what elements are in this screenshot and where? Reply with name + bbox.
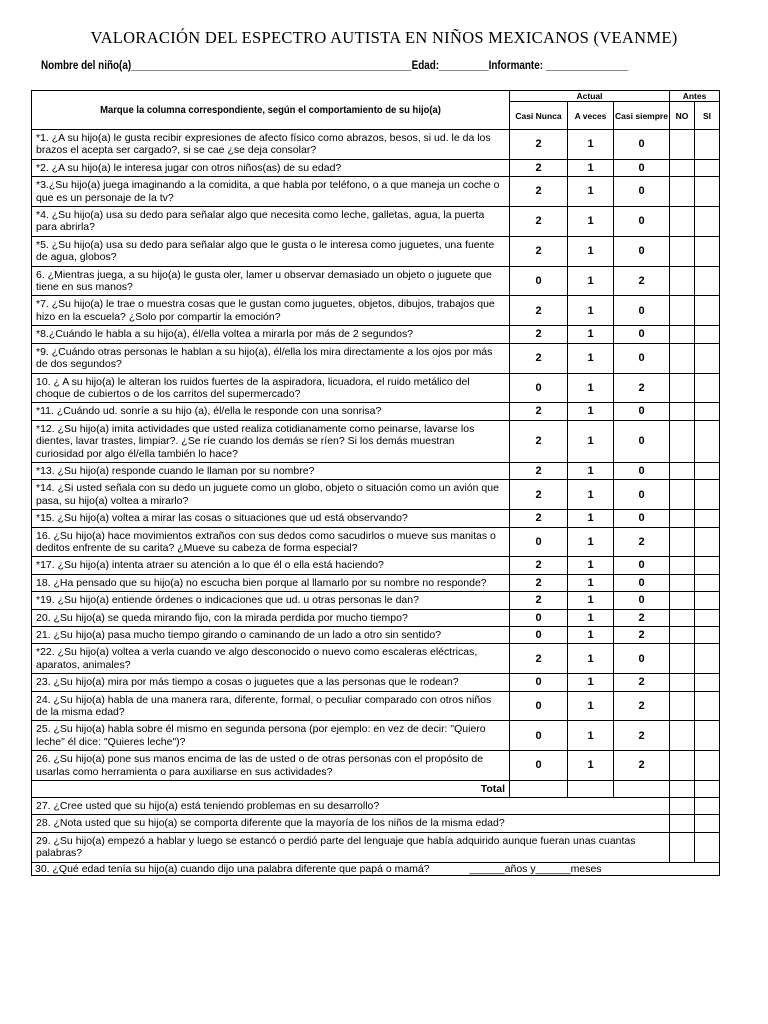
score-casi-nunca[interactable]: 2 <box>510 510 568 527</box>
col-si: SI <box>695 102 720 130</box>
answer-si-cell[interactable] <box>695 462 720 479</box>
question-text: *9. ¿Cuándo otras personas le hablan a su hijo(a), él/ella los mira directamente a los ojos por más de dos segundos? <box>32 343 510 373</box>
total-a-veces[interactable] <box>568 781 614 798</box>
score-a-veces[interactable]: 1 <box>568 296 614 326</box>
question-text: *2. ¿A su hijo(a) le interesa jugar con otros niños(as) de su edad? <box>32 159 510 176</box>
score-a-veces[interactable]: 1 <box>568 130 614 160</box>
score-casi-siempre[interactable]: 2 <box>614 627 670 644</box>
score-casi-nunca[interactable]: 0 <box>510 691 568 721</box>
answer-si-cell[interactable] <box>695 343 720 373</box>
score-casi-siempre[interactable]: 0 <box>614 403 670 420</box>
answer-no-cell[interactable] <box>670 326 695 343</box>
score-casi-nunca[interactable]: 2 <box>510 403 568 420</box>
answer-si-cell[interactable] <box>695 510 720 527</box>
question-row <box>32 326 720 343</box>
extra-question-row <box>32 832 720 862</box>
score-casi-siempre[interactable]: 2 <box>614 721 670 751</box>
question-text: 6. ¿Mientras juega, a su hijo(a) le gusta oler, lamer u observar demasiado un objeto o juguete que tiene en sus manos? <box>32 266 510 296</box>
score-casi-nunca[interactable]: 2 <box>510 462 568 479</box>
question-30-cell <box>32 862 720 875</box>
answer-no-cell[interactable] <box>670 832 695 862</box>
answer-no-cell[interactable] <box>670 510 695 527</box>
question-row <box>32 751 720 781</box>
question-text: 25. ¿Su hijo(a) habla sobre él mismo en segunda persona (por ejemplo: en vez de decir: "Quiero leche" él dice: "Quieres leche")? <box>32 721 510 751</box>
question-text: 24. ¿Su hijo(a) habla de una manera rara, diferente, formal, o peculiar comparado con otros niños de la misma edad? <box>32 691 510 721</box>
instruction-cell <box>32 91 510 130</box>
answer-no-cell[interactable] <box>670 592 695 609</box>
question-text: 23. ¿Su hijo(a) mira por más tiempo a cosas o juguetes que a las personas que le rodean? <box>32 674 510 691</box>
score-a-veces[interactable]: 1 <box>568 751 614 781</box>
answer-si-cell[interactable] <box>695 159 720 176</box>
age-answer-field[interactable]: ______años y______meses <box>469 862 602 875</box>
answer-si-cell[interactable] <box>695 691 720 721</box>
answer-no-cell[interactable] <box>670 815 695 832</box>
score-casi-nunca[interactable]: 2 <box>510 296 568 326</box>
answer-no-cell[interactable] <box>670 159 695 176</box>
question-row <box>32 403 720 420</box>
questionnaire-table <box>31 90 720 876</box>
score-a-veces[interactable]: 1 <box>568 574 614 591</box>
score-casi-nunca[interactable]: 2 <box>510 207 568 237</box>
score-casi-siempre[interactable]: 0 <box>614 510 670 527</box>
score-a-veces[interactable]: 1 <box>568 159 614 176</box>
score-a-veces[interactable]: 1 <box>568 177 614 207</box>
score-casi-siempre[interactable]: 0 <box>614 343 670 373</box>
answer-si-cell[interactable] <box>695 326 720 343</box>
question-row <box>32 510 720 527</box>
answer-si-cell[interactable] <box>695 557 720 574</box>
score-a-veces[interactable]: 1 <box>568 557 614 574</box>
score-casi-nunca[interactable]: 2 <box>510 130 568 160</box>
answer-no-cell[interactable] <box>670 420 695 462</box>
extra-question-row <box>32 798 720 815</box>
question-row <box>32 480 720 510</box>
question-row <box>32 644 720 674</box>
question-row <box>32 130 720 160</box>
score-casi-nunca[interactable]: 2 <box>510 343 568 373</box>
col-no: NO <box>670 102 695 130</box>
answer-si-cell[interactable] <box>695 207 720 237</box>
answer-si-cell[interactable] <box>695 798 720 815</box>
question-text: *11. ¿Cuándo ud. sonríe a su hijo (a), él/ella le responde con una sonrisa? <box>32 403 510 420</box>
score-casi-nunca[interactable]: 0 <box>510 751 568 781</box>
question-text: *15. ¿Su hijo(a) voltea a mirar las cosas o situaciones que ud está observando? <box>32 510 510 527</box>
question-row <box>32 462 720 479</box>
answer-no-cell[interactable] <box>670 480 695 510</box>
score-casi-nunca[interactable]: 0 <box>510 373 568 403</box>
score-a-veces[interactable]: 1 <box>568 266 614 296</box>
total-casi-siempre[interactable] <box>614 781 670 798</box>
question-text: 10. ¿ A su hijo(a) le alteran los ruidos fuertes de la aspiradora, licuadora, el ruido metálico del choque de cubiertos o de los carritos del supermercado? <box>32 373 510 403</box>
question-text: *7. ¿Su hijo(a) le trae o muestra cosas que le gustan como juguetes, objetos, dibujos, trabajos que hizo en la escuela? ¿Solo por compartir la emoción? <box>32 296 510 326</box>
question-text: *22. ¿Su hijo(a) voltea a verla cuando ve algo desconocido o nuevo como escaleras eléctricas, aparatos, animales? <box>32 644 510 674</box>
question-text: *8.¿Cuándo le habla a su hijo(a), él/ella voltea a mirarla por más de 2 segundos? <box>32 326 510 343</box>
score-casi-siempre[interactable]: 0 <box>614 480 670 510</box>
answer-si-cell[interactable] <box>695 644 720 674</box>
question-text: 18. ¿Ha pensado que su hijo(a) no escucha bien porque al llamarlo por su nombre no responde? <box>32 574 510 591</box>
answer-no-cell[interactable] <box>670 627 695 644</box>
score-a-veces[interactable]: 1 <box>568 236 614 266</box>
answer-si-cell[interactable] <box>695 266 720 296</box>
score-casi-nunca[interactable]: 0 <box>510 527 568 557</box>
answer-no-cell[interactable] <box>670 721 695 751</box>
instruction-text: Marque la columna correspondiente, según el comportamiento de su hijo(a) <box>100 103 441 116</box>
score-casi-siempre[interactable]: 0 <box>614 130 670 160</box>
extra-question-text: 27. ¿Cree usted que su hijo(a) está teniendo problemas en su desarrollo? <box>32 798 670 815</box>
score-casi-nunca[interactable]: 2 <box>510 574 568 591</box>
score-a-veces[interactable]: 1 <box>568 527 614 557</box>
answer-no-cell[interactable] <box>670 644 695 674</box>
score-casi-siempre[interactable]: 0 <box>614 592 670 609</box>
answer-si-cell[interactable] <box>695 420 720 462</box>
answer-si-cell[interactable] <box>695 574 720 591</box>
total-casi-nunca[interactable] <box>510 781 568 798</box>
score-casi-siempre[interactable]: 0 <box>614 644 670 674</box>
score-casi-nunca[interactable]: 2 <box>510 557 568 574</box>
question-row <box>32 527 720 557</box>
question-text: *14. ¿Si usted señala con su dedo un juguete como un globo, objeto o situación como un avión que pasa, su hijo(a) voltea a mirarlo? <box>32 480 510 510</box>
score-a-veces[interactable]: 1 <box>568 721 614 751</box>
question-text: *3.¿Su hijo(a) juega imaginando a la comidita, a que habla por teléfono, o a que maneja un coche o que es un personaje de la tv? <box>32 177 510 207</box>
total-row <box>32 781 720 798</box>
answer-no-cell[interactable] <box>670 798 695 815</box>
score-casi-siempre[interactable]: 0 <box>614 207 670 237</box>
score-casi-nunca[interactable]: 0 <box>510 674 568 691</box>
score-a-veces[interactable]: 1 <box>568 592 614 609</box>
score-a-veces[interactable]: 1 <box>568 420 614 462</box>
extra-question-row <box>32 815 720 832</box>
answer-no-cell[interactable] <box>670 130 695 160</box>
answer-si-cell[interactable] <box>695 480 720 510</box>
score-casi-nunca[interactable]: 2 <box>510 592 568 609</box>
answer-no-cell[interactable] <box>670 266 695 296</box>
score-casi-siempre[interactable]: 0 <box>614 296 670 326</box>
question-text: 21. ¿Su hijo(a) pasa mucho tiempo girando o caminando de un lado a otro sin sentido? <box>32 627 510 644</box>
question-row <box>32 266 720 296</box>
total-si[interactable] <box>695 781 720 798</box>
score-a-veces[interactable]: 1 <box>568 480 614 510</box>
answer-no-cell[interactable] <box>670 751 695 781</box>
score-a-veces[interactable]: 1 <box>568 373 614 403</box>
question-row <box>32 627 720 644</box>
answer-no-cell[interactable] <box>670 674 695 691</box>
score-a-veces[interactable]: 1 <box>568 609 614 626</box>
answer-si-cell[interactable] <box>695 832 720 862</box>
answer-si-cell[interactable] <box>695 296 720 326</box>
answer-si-cell[interactable] <box>695 592 720 609</box>
question-row <box>32 177 720 207</box>
question-row <box>32 574 720 591</box>
answer-si-cell[interactable] <box>695 236 720 266</box>
answer-no-cell[interactable] <box>670 403 695 420</box>
question-row <box>32 343 720 373</box>
question-row <box>32 420 720 462</box>
question-text: *1. ¿A su hijo(a) le gusta recibir expresiones de afecto físico como abrazos, besos, si ud. le da los brazos el acepta ser cargado?, si se cae ¿se deja consolar? <box>32 130 510 160</box>
question-30-text: 30. ¿Qué edad tenía su hijo(a) cuando dijo una palabra diferente que papá o mamá? <box>35 862 430 875</box>
score-casi-nunca[interactable]: 2 <box>510 480 568 510</box>
answer-si-cell[interactable] <box>695 609 720 626</box>
answer-si-cell[interactable] <box>695 527 720 557</box>
actual-header: Actual <box>510 91 670 102</box>
extra-question-text: 28. ¿Nota usted que su hijo(a) se comporta diferente que la mayoría de los niños de la misma edad? <box>32 815 670 832</box>
child-info-line[interactable]: Nombre del niño(a)___________________________________________________Edad:_________Informante: _______________ <box>41 60 629 72</box>
score-a-veces[interactable]: 1 <box>568 510 614 527</box>
score-casi-nunca[interactable]: 2 <box>510 159 568 176</box>
answer-si-cell[interactable] <box>695 130 720 160</box>
question-30-row <box>32 862 720 875</box>
score-casi-siempre[interactable]: 0 <box>614 557 670 574</box>
col-casi-nunca: Casi Nunca <box>510 102 568 130</box>
answer-si-cell[interactable] <box>695 403 720 420</box>
score-casi-siempre[interactable]: 2 <box>614 691 670 721</box>
question-text: *4. ¿Su hijo(a) usa su dedo para señalar algo que necesita como leche, galletas, agua, la puerta para abrirla? <box>32 207 510 237</box>
question-text: *13. ¿Su hijo(a) responde cuando le llaman por su nombre? <box>32 462 510 479</box>
score-casi-siempre[interactable]: 0 <box>614 574 670 591</box>
answer-no-cell[interactable] <box>670 557 695 574</box>
score-casi-siempre[interactable]: 0 <box>614 236 670 266</box>
score-casi-nunca[interactable]: 0 <box>510 609 568 626</box>
question-text: 26. ¿Su hijo(a) pone sus manos encima de las de usted o de otras personas con el propósito de usarlas como herramienta o para auxiliarse en sus actividades? <box>32 751 510 781</box>
answer-si-cell[interactable] <box>695 721 720 751</box>
question-row <box>32 373 720 403</box>
score-a-veces[interactable]: 1 <box>568 691 614 721</box>
question-text: *5. ¿Su hijo(a) usa su dedo para señalar algo que le gusta o le interesa como juguetes, una fuente de agua, globos? <box>32 236 510 266</box>
score-a-veces[interactable]: 1 <box>568 326 614 343</box>
answer-no-cell[interactable] <box>670 207 695 237</box>
score-casi-nunca[interactable]: 2 <box>510 420 568 462</box>
answer-no-cell[interactable] <box>670 236 695 266</box>
question-text: 20. ¿Su hijo(a) se queda mirando fijo, con la mirada perdida por mucho tiempo? <box>32 609 510 626</box>
score-a-veces[interactable]: 1 <box>568 627 614 644</box>
question-text: *17. ¿Su hijo(a) intenta atraer su atención a lo que él o ella está haciendo? <box>32 557 510 574</box>
antes-header: Antes <box>670 91 720 102</box>
score-casi-siempre[interactable]: 0 <box>614 326 670 343</box>
question-row <box>32 236 720 266</box>
answer-no-cell[interactable] <box>670 527 695 557</box>
score-casi-nunca[interactable]: 2 <box>510 236 568 266</box>
answer-no-cell[interactable] <box>670 574 695 591</box>
score-casi-siempre[interactable]: 2 <box>614 751 670 781</box>
score-casi-siempre[interactable]: 2 <box>614 527 670 557</box>
question-row <box>32 674 720 691</box>
answer-no-cell[interactable] <box>670 609 695 626</box>
answer-si-cell[interactable] <box>695 751 720 781</box>
answer-si-cell[interactable] <box>695 674 720 691</box>
answer-no-cell[interactable] <box>670 691 695 721</box>
answer-no-cell[interactable] <box>670 343 695 373</box>
question-row <box>32 207 720 237</box>
score-casi-siempre[interactable]: 2 <box>614 674 670 691</box>
question-row <box>32 691 720 721</box>
col-casi-siempre: Casi siempre <box>614 102 670 130</box>
answer-no-cell[interactable] <box>670 373 695 403</box>
answer-no-cell[interactable] <box>670 177 695 207</box>
score-casi-nunca[interactable]: 0 <box>510 721 568 751</box>
question-text: *19. ¿Su hijo(a) entiende órdenes o indicaciones que ud. u otras personas le dan? <box>32 592 510 609</box>
score-casi-nunca[interactable]: 0 <box>510 627 568 644</box>
col-a-veces: A veces <box>568 102 614 130</box>
score-a-veces[interactable]: 1 <box>568 343 614 373</box>
score-casi-nunca[interactable]: 2 <box>510 326 568 343</box>
answer-si-cell[interactable] <box>695 177 720 207</box>
answer-si-cell[interactable] <box>695 627 720 644</box>
score-casi-nunca[interactable]: 2 <box>510 644 568 674</box>
score-a-veces[interactable]: 1 <box>568 462 614 479</box>
extra-question-text: 29. ¿Su hijo(a) empezó a hablar y luego se estancó o perdió parte del lenguaje que había adquirido aunque fueran unas cuantas palabras? <box>32 832 670 862</box>
score-a-veces[interactable]: 1 <box>568 403 614 420</box>
score-casi-siempre[interactable]: 0 <box>614 159 670 176</box>
question-text: *12. ¿Su hijo(a) imita actividades que usted realiza cotidianamente como peinarse, lavarse los dientes, lavar trastes, limpiar?. ¿Se ríe cuando los demás se ríen? Si los demás muestran curiosidad por algo él/ella también lo hace? <box>32 420 510 462</box>
score-casi-siempre[interactable]: 0 <box>614 420 670 462</box>
question-row <box>32 159 720 176</box>
score-a-veces[interactable]: 1 <box>568 674 614 691</box>
score-a-veces[interactable]: 1 <box>568 644 614 674</box>
answer-no-cell[interactable] <box>670 296 695 326</box>
total-label: Total <box>32 781 510 798</box>
score-casi-nunca[interactable]: 0 <box>510 266 568 296</box>
score-casi-siempre[interactable]: 2 <box>614 373 670 403</box>
score-casi-siempre[interactable]: 0 <box>614 462 670 479</box>
question-row <box>32 609 720 626</box>
answer-si-cell[interactable] <box>695 815 720 832</box>
question-row <box>32 557 720 574</box>
answer-no-cell[interactable] <box>670 462 695 479</box>
score-a-veces[interactable]: 1 <box>568 207 614 237</box>
score-casi-nunca[interactable]: 2 <box>510 177 568 207</box>
form-title: VALORACIÓN DEL ESPECTRO AUTISTA EN NIÑOS MEXICANOS (VEANME) <box>90 28 678 47</box>
score-casi-siempre[interactable]: 0 <box>614 177 670 207</box>
score-casi-siempre[interactable]: 2 <box>614 609 670 626</box>
question-row <box>32 296 720 326</box>
question-row <box>32 592 720 609</box>
score-casi-siempre[interactable]: 2 <box>614 266 670 296</box>
total-no[interactable] <box>670 781 695 798</box>
question-row <box>32 721 720 751</box>
answer-si-cell[interactable] <box>695 373 720 403</box>
question-text: 16. ¿Su hijo(a) hace movimientos extraños con sus dedos como sacudirlos o mueve sus manitas o deditos enfrente de su carita? ¿Mueve su cabeza de forma especial? <box>32 527 510 557</box>
